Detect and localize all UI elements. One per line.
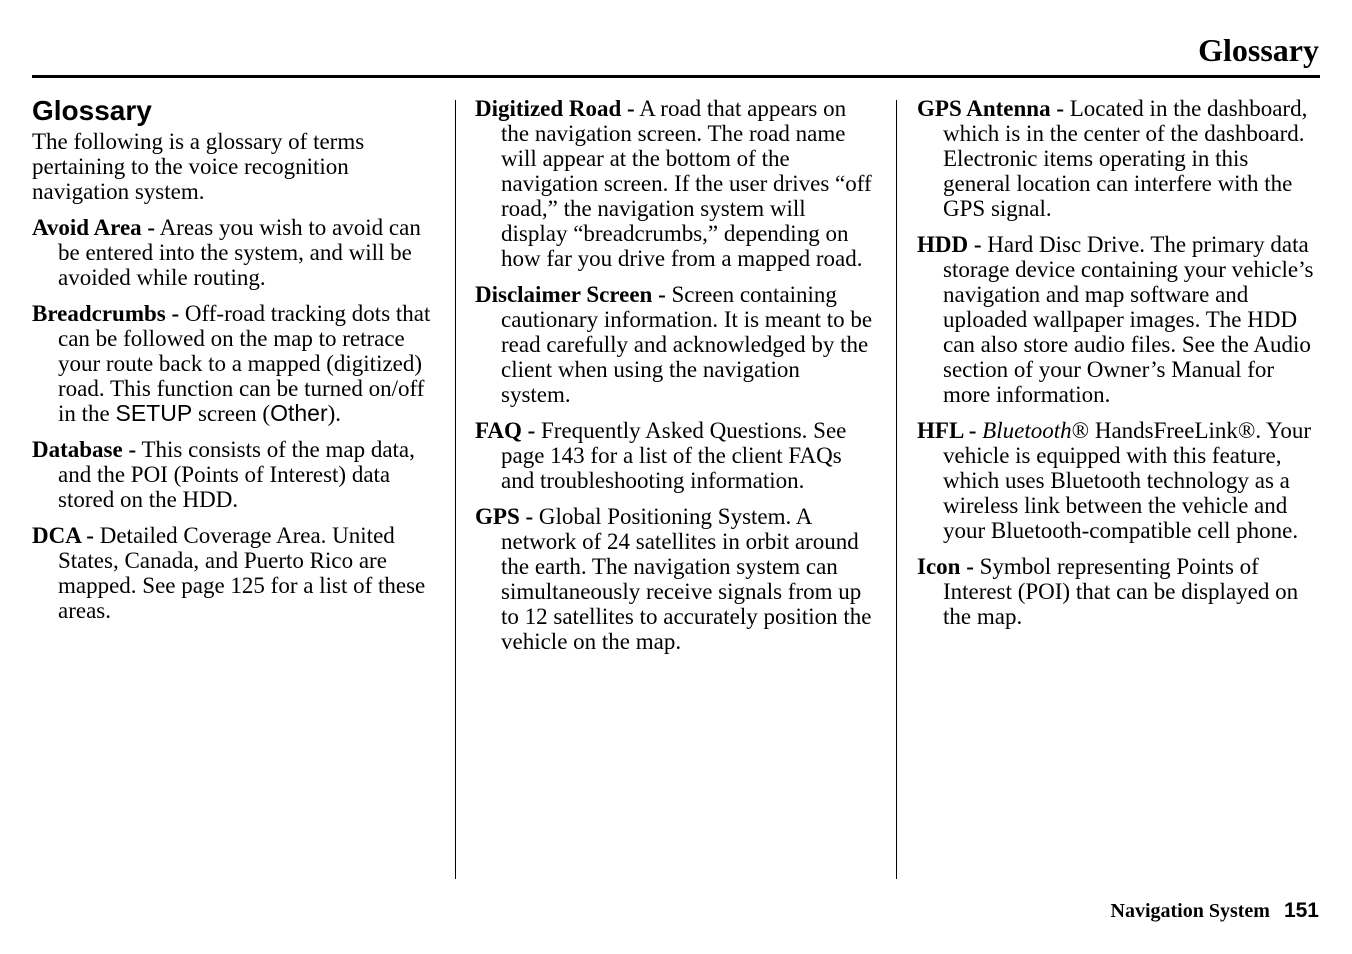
definition-hfl: ® HandsFreeLink®. Your vehicle is equipped with this feature, which uses Bluetooth technology as a wireless link between the vehicle and your Bluetooth-compatible cell phone.	[943, 418, 1311, 543]
term-disclaimer-screen: Disclaimer Screen -	[475, 282, 666, 307]
term-database: Database -	[32, 437, 137, 462]
entry-dca	[32, 523, 432, 623]
header-rule	[32, 75, 1320, 78]
section-heading: Glossary	[32, 95, 152, 126]
definition-avoid-area: Areas you wish to avoid can be entered into the system, and will be avoided while routing.	[58, 215, 421, 290]
definition-icon: Symbol representing Points of Interest (POI) that can be displayed on the map.	[943, 554, 1299, 629]
entry-breadcrumbs	[32, 301, 432, 426]
intro-paragraph: The following is a glossary of terms pertaining to the voice recognition navigation system.	[32, 129, 365, 204]
term-dca: DCA -	[32, 523, 94, 548]
column-1	[32, 96, 432, 634]
entry-faq	[475, 418, 875, 493]
column-divider-2	[896, 100, 897, 879]
term-breadcrumbs: Breadcrumbs -	[32, 301, 180, 326]
column-3	[917, 96, 1319, 640]
term-faq: FAQ -	[475, 418, 536, 443]
definition-breadcrumbs: Off-road tracking dots that can be followed on the map to retrace your route back to a mapped (digitized) road. This function can be turned on/off in the	[58, 301, 431, 426]
definition-dca: Detailed Coverage Area. United States, Canada, and Puerto Rico are mapped. See page 125 for a list of these areas.	[58, 523, 426, 623]
definition-breadcrumbs-2: screen (	[192, 401, 271, 426]
bluetooth-italic: Bluetooth	[982, 418, 1072, 443]
page-number: 151	[1283, 899, 1319, 922]
entry-gps	[475, 504, 875, 654]
term-gps-antenna: GPS Antenna -	[917, 96, 1064, 121]
definition-breadcrumbs-3: ).	[327, 401, 342, 426]
definition-disclaimer-screen: Screen containing cautionary information. It is meant to be read carefully and acknowledged by the client when using the navigation system.	[501, 282, 873, 407]
definition-digitized-road: A road that appears on the navigation screen. The road name will appear at the bottom of the navigation screen. If the user drives “off road,” the navigation system will display “breadcrumbs,” depending on how far you drive from a mapped road.	[501, 96, 872, 271]
definition-gps: Global Positioning System. A network of 24 satellites in orbit around the earth. The navigation system can simultaneously receive signals from up to 12 satellites to accurately position the vehicle on the map.	[501, 504, 872, 654]
term-hfl: HFL -	[917, 418, 977, 443]
column-divider-1	[455, 100, 456, 879]
entry-disclaimer-screen	[475, 282, 875, 407]
page-footer	[1111, 898, 1320, 924]
definition-faq: Frequently Asked Questions. See page 143 for a list of the client FAQs and troubleshooting information.	[501, 418, 847, 493]
setup-label: SETUP	[115, 400, 193, 426]
term-hdd: HDD -	[917, 232, 982, 257]
entry-gps-antenna	[917, 96, 1319, 221]
entry-hdd	[917, 232, 1319, 407]
footer-label: Navigation System	[1110, 900, 1270, 922]
entry-digitized-road	[475, 96, 875, 271]
term-icon: Icon -	[917, 554, 974, 579]
definition-database: This consists of the map data, and the POI (Points of Interest) data stored on the HDD.	[58, 437, 415, 512]
entry-hfl	[917, 418, 1319, 543]
other-label: Other	[270, 400, 328, 426]
term-digitized-road: Digitized Road -	[475, 96, 635, 121]
term-gps: GPS -	[475, 504, 534, 529]
page-header-title: Glossary	[1198, 32, 1319, 68]
entry-database	[32, 437, 432, 512]
term-avoid-area: Avoid Area -	[32, 215, 156, 240]
entry-icon	[917, 554, 1319, 629]
entry-avoid-area	[32, 215, 432, 290]
definition-hdd: Hard Disc Drive. The primary data storage device containing your vehicle’s navigation and map software and uploaded wallpaper images. The HDD can also store audio files. See the Audio section of your Owner’s Manual for more information.	[943, 232, 1314, 407]
column-2	[475, 96, 875, 665]
definition-gps-antenna: Located in the dashboard, which is in the center of the dashboard. Electronic items operating in this general location can interfere with the GPS signal.	[943, 96, 1308, 221]
